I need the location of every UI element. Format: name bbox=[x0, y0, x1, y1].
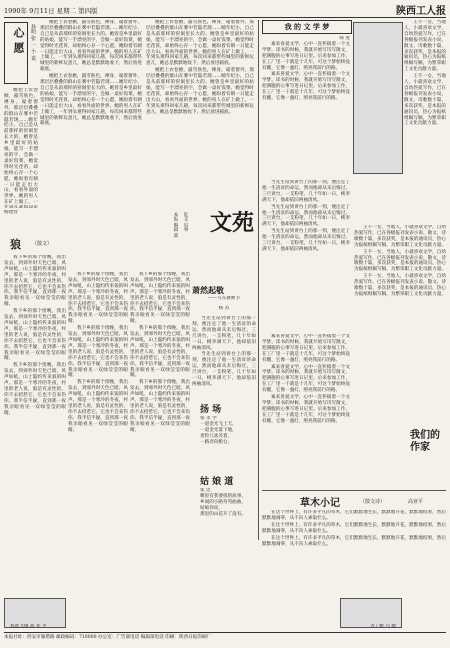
yangchang-line-1: 一道金光飞上天， bbox=[200, 421, 237, 427]
hearsay-title: 萧然起敬 bbox=[192, 285, 224, 295]
hearsay-body-2 bbox=[262, 180, 350, 330]
wolf-title: 狼 bbox=[10, 238, 21, 251]
hearsay-text-3: 当先生站到讲台上的那一刻，便注定了他一生清贫的命运，然而他却从未后悔过。三尺讲台，一支粉笔，几十年如一日，桃李满天下，他却依旧两袖清风。 bbox=[262, 180, 350, 203]
wolf-subtitle: （散文） bbox=[32, 241, 53, 247]
plant-subtitle: （散文诗） bbox=[360, 499, 386, 505]
issue-date: 1990年 9月11日 星期二 第四版 bbox=[4, 7, 98, 15]
plant-rule bbox=[262, 490, 446, 491]
caption-right-text: 为了树 bbox=[370, 624, 384, 629]
guniang-line-3: 姑娘你说， bbox=[200, 505, 223, 511]
page-header bbox=[4, 2, 446, 16]
wenyuan-title: 文苑 bbox=[210, 210, 255, 236]
heart-body-left bbox=[4, 88, 38, 208]
love-text-1: 素来喜爱文学，心中一直怀揣着一个文学梦。读书的时候，我就开始写诗写散文，把满腹的心事写进日记里。后来参加工作，在工厂里一干就是十几年，可这个梦始终没有醒，它像一盏灯，照亮我前行的路。 bbox=[262, 41, 350, 71]
wolf-text-2: 我下乡的那个傍晚，我出发去，到郊外时天色已暗，风声如吼，山上隐约传来狼的叫声。那是一个寒冷的冬夜，村里的老人说，狼是有灵性的，你不去招惹它，它也不会来伤你。我半信半疑，直到那一夜我亲眼看见一双绿莹莹的眼睛。 bbox=[4, 309, 66, 362]
guniang-author: 张 忠 bbox=[200, 488, 211, 493]
wolf-body-3 bbox=[130, 272, 190, 595]
footer: 本报社址：西安市雁塔路 邮政编码：710000 办公室：广告部电话 编辑部电话 印刷：陕西日报印刷厂 bbox=[4, 635, 212, 640]
heart-body-cont bbox=[146, 20, 254, 210]
guniang-line-1: 哪里有我要找的故事， bbox=[200, 493, 246, 499]
heart-byline: 孙明 张 一 小 说 bbox=[30, 24, 36, 61]
wolf-body-1 bbox=[4, 255, 66, 595]
heart-text-4: 她把上衣卷掀，露雪肤色，裸身，窥着窗外，那层层叠叠的群山在雾中若隐若现……她年纪小，自己是从前那样的窑洞里长大的。她曾是乡里最好的姑娘，能写一手漂亮的字，会做一桌好饭菜，她觉得时光荏苒，却始终心存一个心愿，她盼着有朝一日能走出大山，看看外面的世界。她的男人在矿上做工，一年到头难得回家几趟，每次回来都带些城里的新鲜玩意儿，她总是默默地收下，然后放进箱底。 bbox=[146, 20, 254, 67]
heart-title: 心 愿 bbox=[12, 27, 25, 53]
right-text-3: 王不一女，当地人，小就喜欢文学，自幼热爱写作，已在各级报刊发表小说、散文、诗歌数十篇，多次获奖，是本报的通讯员，热心为报纸组稿写稿，为繁荣职工文化贡献力量。 bbox=[354, 225, 446, 248]
header-rule bbox=[4, 17, 446, 18]
right-body-1 bbox=[404, 20, 446, 220]
caption-right bbox=[370, 624, 446, 632]
wolf-byline: 杨建营 bbox=[4, 210, 18, 215]
yangchang-line-4: 一路奔向粮仓。 bbox=[200, 439, 233, 445]
wenyuan-note-1: 征文 启事 bbox=[183, 212, 188, 232]
wolf-text-6: 我下乡的那个傍晚，我出发去，到郊外时天色已暗，风声如吼，山上隐约传来狼的叫声。那是一个寒冷的冬夜，村里的老人说，狼是有灵性的，你不去招惹它，它也不会来伤你。我半信半疑，直到那一夜我亲眼看见一双绿莹莹的眼睛。 bbox=[68, 380, 128, 433]
yangchang-author: 张 永 学 bbox=[200, 416, 217, 421]
guniang-line-2: 乡间的小路弯弯曲曲， bbox=[200, 499, 246, 505]
plant-title: 草木小记 bbox=[300, 498, 340, 509]
heart-text-3: 她把上衣卷掀，露雪肤色，裸身，窥着窗外，那层层叠叠的群山在雾中若隐若现……她年纪小，自己是从前那样的窑洞里长大的。她曾是乡里最好的姑娘，能写一手漂亮的字，会做一桌好饭菜，她觉得时光荏苒，却始终心存一个心愿，她盼着有朝一日能走出大山，看看外面的世界。她的男人在矿上做工，一 bbox=[4, 88, 38, 206]
right-text-1: 王不一女，当地人，小就喜欢文学，自幼热爱写作，已在各级报刊发表小说、散文、诗歌数十篇，多次获奖，是本报的通讯员，热心为报纸组稿写稿，为繁荣职工文化贡献力量。 bbox=[404, 20, 446, 73]
hearsay-byline: 杨 苏 bbox=[218, 306, 230, 311]
caption-left-text: 我愿飞翔 bbox=[10, 624, 29, 629]
wolf-text-3: 我下乡的那个傍晚，我出发去，到郊外时天色已暗，风声如吼，山上隐约传来狼的叫声。那是一个寒冷的冬夜，村里的老人说，狼是有灵性的，你不去招惹它，它也不会来伤你。我半信半疑，直到那一夜我亲眼看见一双绿莹莹的眼睛。 bbox=[4, 363, 66, 416]
right-body-2 bbox=[354, 225, 446, 425]
yangchang-line-2: 一道金光落下地， bbox=[200, 427, 237, 433]
guniang-title: 姑 娘 道 bbox=[200, 477, 234, 487]
illustration-figure bbox=[353, 22, 403, 174]
right-text-2: 王不一女，当地人，小就喜欢文学，自幼热爱写作，已在各级报刊发表小说、散文、诗歌数十篇，多次获奖，是本报的通讯员，热心为报纸组稿写稿，为繁荣职工文化贡献力量。 bbox=[404, 74, 446, 127]
mid-right-text-1: 素来喜爱文学，心中一直怀揣着一个文学梦。读书的时候，我就开始写诗写散文，把满腹的心事写进日记里。后来参加工作，在工厂里一干就是十几年，可这个梦始终没有醒，它像一盏灯，照亮我前行的路。 bbox=[262, 334, 350, 363]
hearsay-text-5: 当先生站到讲台上的那一刻，便注定了他一生清贫的命运，然而他却从未后悔过。三尺讲台，一支粉笔，几十年如一日，桃李满天下，他却依旧两袖清风。 bbox=[262, 229, 350, 252]
wolf-text-9: 我下乡的那个傍晚，我出发去，到郊外时天色已暗，风声如吼，山上隐约传来狼的叫声。那是一个寒冷的冬夜，村里的老人说，狼是有灵性的，你不去招惹它，它也不会来伤你。我半信半疑，直到那一夜我亲眼看见一双绿莹莹的眼睛。 bbox=[130, 380, 190, 433]
love-text-2: 素来喜爱文学，心中一直怀揣着一个文学梦。读书的时候，我就开始写诗写散文，把满腹的心事写进日记里。后来参加工作，在工厂里一干就是十几年，可这个梦始终没有醒，它像一盏灯，照亮我前行的路。 bbox=[262, 72, 350, 102]
heart-body bbox=[40, 20, 142, 210]
wolf-text-1: 我下乡的那个傍晚，我出发去，到郊外时天色已暗，风声如吼，山上隐约传来狼的叫声。那是一个寒冷的冬夜，村里的老人说，狼是有灵性的，你不去招惹它，它也不会来伤你。我半信半疑，直到那一夜我亲眼看见一双绿莹莹的眼睛。 bbox=[4, 255, 66, 308]
right-text-5: 王不一女，当地人，小就喜欢文学，自幼热爱写作，已在各级报刊发表小说、散文、诗歌数十篇，多次获奖，是本报的通讯员，热心为报纸组稿写稿，为繁荣职工文化贡献力量。 bbox=[354, 274, 446, 297]
wolf-text-7: 我下乡的那个傍晚，我出发去，到郊外时天色已暗，风声如吼，山上隐约传来狼的叫声。那是一个寒冷的冬夜，村里的老人说，狼是有灵性的，你不去招惹它，它也不会来伤你。我半信半疑，直到那一夜我亲眼看见一双绿莹莹的眼睛。 bbox=[130, 272, 190, 325]
right-title: 我们的作家 bbox=[410, 430, 440, 453]
column-divider bbox=[258, 20, 259, 540]
heart-text: 她把上衣卷掀，露雪肤色，裸身，窥着窗外，那层层叠叠的群山在雾中若隐若现……她年纪小，自己是从前那样的窑洞里长大的。她曾是乡里最好的姑娘，能写一手漂亮的字，会做一桌好饭菜，她觉得时光荏苒，却始终心存一个心愿，她盼着有朝一日能走出大山，看看外面的世界。她的男人在矿上做工，一年到头难得回家几趟，每次回来都带些城里的新鲜玩意儿，她总是默默地收下，然后放进箱底。 bbox=[40, 20, 142, 73]
caption-right-author: 马 骝 bbox=[385, 624, 396, 629]
love-title: 我 的 文 学 梦 bbox=[284, 22, 330, 31]
yangchang-title: 扬 场 bbox=[200, 405, 222, 415]
yangchang-body bbox=[200, 416, 256, 466]
caption-left-author: 高 亚 平 bbox=[29, 624, 47, 629]
love-title-box bbox=[262, 20, 352, 34]
wolf-body-2 bbox=[68, 272, 128, 595]
love-byline: 韩 进 bbox=[339, 36, 350, 41]
wenyuan-note-2: 本报 编辑 部 bbox=[173, 212, 178, 238]
hearsay-body bbox=[192, 316, 256, 396]
footer-rule bbox=[4, 632, 446, 633]
plant-byline: 高亚平 bbox=[408, 499, 424, 505]
guniang-body bbox=[200, 488, 256, 538]
guniang-line-4: 那里的山花开了没有。 bbox=[200, 511, 246, 517]
wolf-text-4: 我下乡的那个傍晚，我出发去，到郊外时天色已暗，风声如吼，山上隐约传来狼的叫声。那是一个寒冷的冬夜，村里的老人说，狼是有灵性的，你不去招惹它，它也不会来伤你。我半信半疑，直到那一夜我亲眼看见一双绿莹莹的眼睛。 bbox=[68, 272, 128, 325]
right-text-4: 王不一女，当地人，小就喜欢文学，自幼热爱写作，已在各级报刊发表小说、散文、诗歌数十篇，多次获奖，是本报的通讯员，热心为报纸组稿写稿，为繁荣职工文化贡献力量。 bbox=[354, 249, 446, 273]
plant-text-3: 在这个世界上，有许多平凡的草木，它们默默地生长，默默地开花，默默地结果，然后默默地凋零，从不向人索取什么。 bbox=[262, 535, 446, 547]
love-body bbox=[262, 36, 350, 176]
mid-right-text-2: 素来喜爱文学，心中一直怀揣着一个文学梦。读书的时候，我就开始写诗写散文，把满腹的心事写进日记里。后来参加工作，在工厂里一干就是十几年，可这个梦始终没有醒，它像一盏灯，照亮我前行的路。 bbox=[262, 364, 350, 394]
hearsay-subtitle: ——写在教师节 bbox=[207, 296, 241, 301]
mid-right-text-3: 素来喜爱文学，心中一直怀揣着一个文学梦。读书的时候，我就开始写诗写散文，把满腹的心事写进日记里。后来参加工作，在工厂里一干就是十几年，可这个梦始终没有醒，它像一盏灯，照亮我前行的路。 bbox=[262, 395, 350, 424]
wolf-text-5: 我下乡的那个傍晚，我出发去，到郊外时天色已暗，风声如吼，山上隐约传来狼的叫声。那是一个寒冷的冬夜，村里的老人说，狼是有灵性的，你不去招惹它，它也不会来伤你。我半信半疑，直到那一夜我亲眼看见一双绿莹莹的眼睛。 bbox=[68, 326, 128, 379]
hearsay-text-2: 当先生站到讲台上的那一刻，便注定了他一生清贫的命运，然而他却从未后悔过。三尺讲台，一支粉笔，几十年如一日，桃李满天下，他却依旧两袖清风。 bbox=[192, 352, 256, 387]
heart-title-box bbox=[4, 22, 28, 84]
wenyuan-logo bbox=[210, 210, 258, 270]
hearsay-text-1: 当先生站到讲台上的那一刻，便注定了他一生清贫的命运，然而他却从未后悔过。三尺讲台，一支粉笔，几十年如一日，桃李满天下，他却依旧两袖清风。 bbox=[192, 316, 256, 351]
masthead: 陕西工人报 bbox=[396, 6, 446, 17]
heart-text-2: 她把上衣卷掀，露雪肤色，裸身，窥着窗外，那层层叠叠的群山在雾中若隐若现……她年纪小，自己是从前那样的窑洞里长大的。她曾是乡里最好的姑娘，能写一手漂亮的字，会做一桌好饭菜，她觉得时光荏苒，却始终心存一个心愿，她盼着有朝一日能走出大山，看看外面的世界。她的男人在矿上做工，一年到头难得回家几趟，每次回来都带些城里的新鲜玩意儿，她总是默默地收下，然后放进箱底。 bbox=[40, 74, 142, 127]
wolf-text-8: 我下乡的那个傍晚，我出发去，到郊外时天色已暗，风声如吼，山上隐约传来狼的叫声。那是一个寒冷的冬夜，村里的老人说，狼是有灵性的，你不去招惹它，它也不会来伤你。我半信半疑，直到那一夜我亲眼看见一双绿莹莹的眼睛。 bbox=[130, 326, 190, 379]
plant-text-1: 在这个世界上，有许多平凡的草木，它们默默地生长，默默地开花，默默地结果，然后默默地凋零，从不向人索取什么。 bbox=[262, 510, 446, 521]
heart-text-5: 她把上衣卷掀，露雪肤色，裸身，窥着窗外，那层层叠叠的群山在雾中若隐若现……她年纪小，自己是从前那样的窑洞里长大的。她曾是乡里最好的姑娘，能写一手漂亮的字，会做一桌好饭菜，她觉得时光荏苒，却始终心存一个心愿，她盼着有朝一日能走出大山，看看外面的世界。她的男人在矿上做工，一年到头难得回家几趟，每次回来都带些城里的新鲜玩意儿，她总是默默地收下，然后放进箱底。 bbox=[146, 68, 254, 115]
yangchang-line-3: 麦粒儿欢笑着， bbox=[200, 433, 233, 439]
plant-text-2: 在这个世界上，有许多平凡的草木，它们默默地生长，默默地开花，默默地结果，然后默默地凋零，从不向人索取什么。 bbox=[262, 522, 446, 534]
hearsay-text-4: 当先生站到讲台上的那一刻，便注定了他一生清贫的命运，然而他却从未后悔过。三尺讲台，一支粉笔，几十年如一日，桃李满天下，他却依旧两袖清风。 bbox=[262, 204, 350, 228]
caption-left bbox=[10, 624, 90, 632]
